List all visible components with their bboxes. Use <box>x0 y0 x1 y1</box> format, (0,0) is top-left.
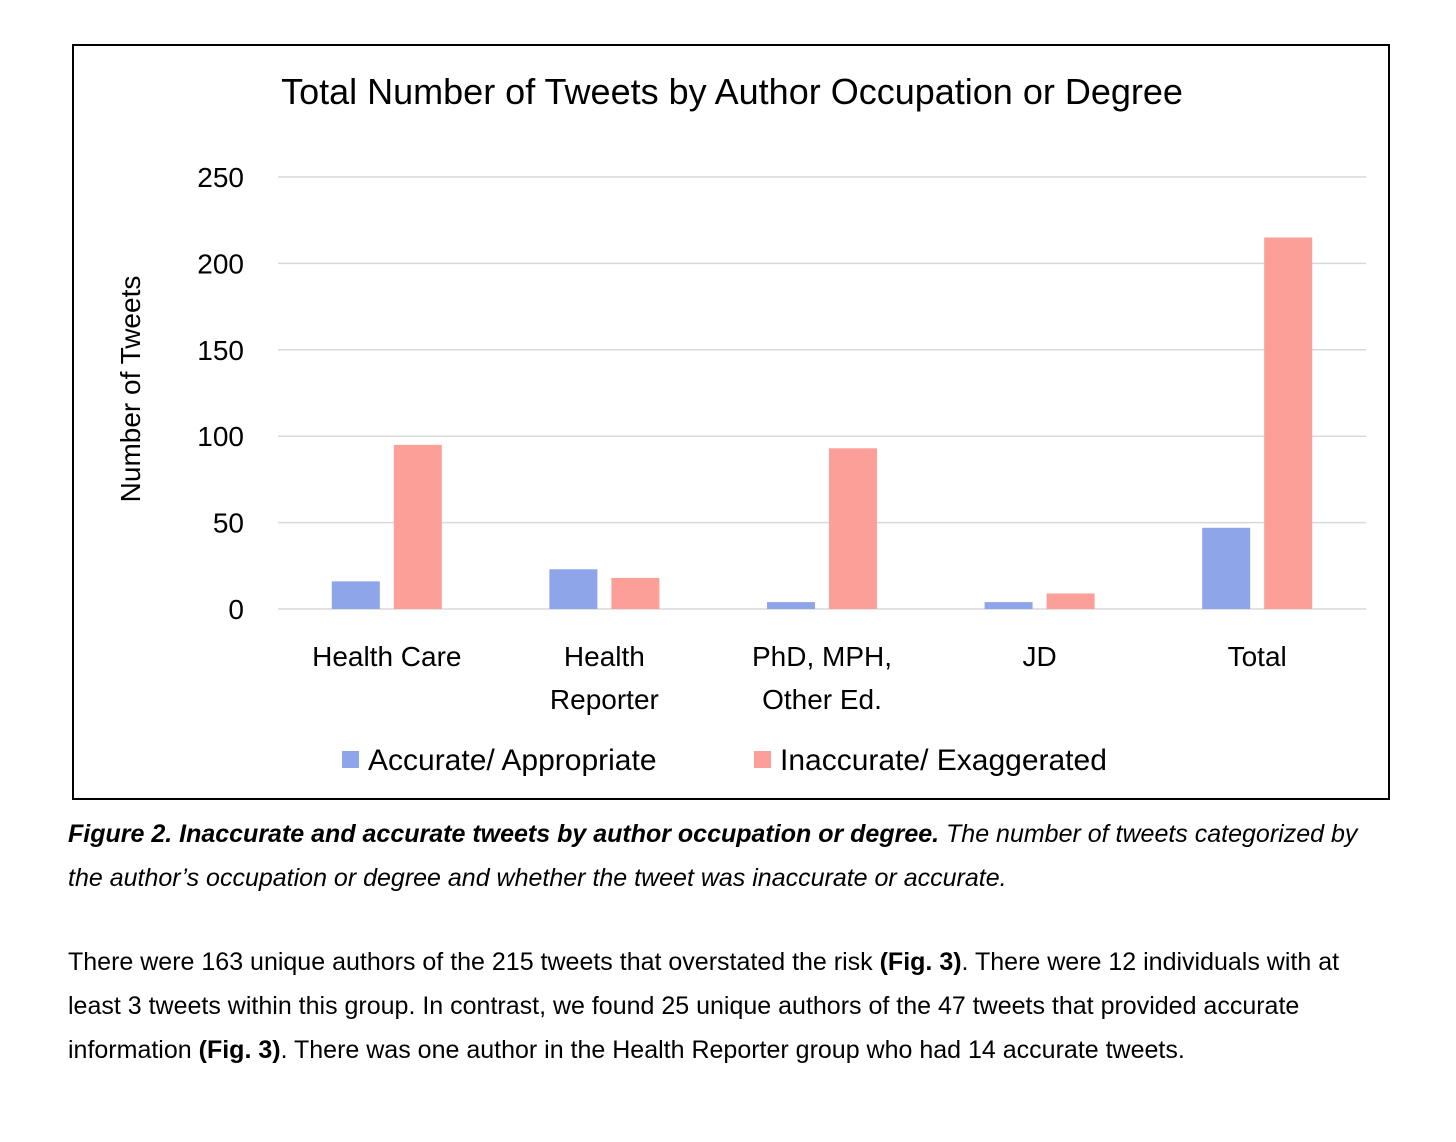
bar-accurate <box>332 581 380 609</box>
y-tick-label: 0 <box>228 594 244 625</box>
bar-accurate <box>767 602 815 609</box>
legend-label: Accurate/ Appropriate <box>368 744 657 777</box>
x-category-label: Health <box>563 641 645 672</box>
x-category-label: JD <box>1022 641 1057 672</box>
chart-frame <box>72 44 1390 800</box>
body-paragraph <box>68 940 1388 1072</box>
caption-bold: Figure 2. Inaccurate and accurate tweets by author occupation or degree. <box>68 820 940 848</box>
y-axis-label: Number of Tweets <box>115 275 146 503</box>
y-tick-label: 50 <box>212 507 244 539</box>
paragraph-part-3: . There was one author in the Health Reporter group who had 14 accurate tweets. <box>280 1036 1185 1064</box>
x-category-label: Total <box>1227 641 1287 672</box>
bar-accurate <box>1202 528 1250 609</box>
paragraph-part-1: There were 163 unique authors of the 215 tweets that overstated the risk <box>68 948 880 976</box>
y-tick-label: 100 <box>197 421 244 453</box>
y-tick-label: 150 <box>197 334 244 366</box>
chart-title: Total Number of Tweets by Author Occupation or Degree <box>281 71 1183 112</box>
bar-inaccurate <box>394 445 442 609</box>
legend-swatch-accurate <box>342 751 359 768</box>
bar-accurate <box>985 602 1033 609</box>
bar-accurate <box>549 569 597 609</box>
bar-inaccurate <box>1047 593 1095 609</box>
figure-caption <box>68 812 1398 900</box>
y-tick-label: 200 <box>197 248 244 280</box>
x-category-label: Other Ed. <box>762 684 882 715</box>
legend-label: Inaccurate/ Exaggerated <box>780 744 1107 777</box>
x-category-label: PhD, MPH, <box>751 641 893 672</box>
paragraph-part-2: . There were 12 individuals with at least 3 tweets within this group. In contrast, we found 25 unique authors of the 47 tweets that provided accurate information <box>68 948 1340 1064</box>
bar-inaccurate <box>1264 237 1312 609</box>
bar-inaccurate <box>611 578 659 609</box>
bar-chart <box>74 46 1388 798</box>
bar-inaccurate <box>829 448 877 609</box>
x-category-label: Health Care <box>312 641 462 672</box>
figure-ref-1: (Fig. 3) <box>879 948 962 976</box>
figure-ref-2: (Fig. 3) <box>198 1036 281 1064</box>
x-category-label: Reporter <box>549 684 659 715</box>
legend-swatch-inaccurate <box>754 751 771 768</box>
caption-text: The number of tweets categorized by the author’s occupation or degree and whether the tweet was inaccurate or accurate. <box>68 820 1358 892</box>
y-tick-label: 250 <box>197 162 244 193</box>
